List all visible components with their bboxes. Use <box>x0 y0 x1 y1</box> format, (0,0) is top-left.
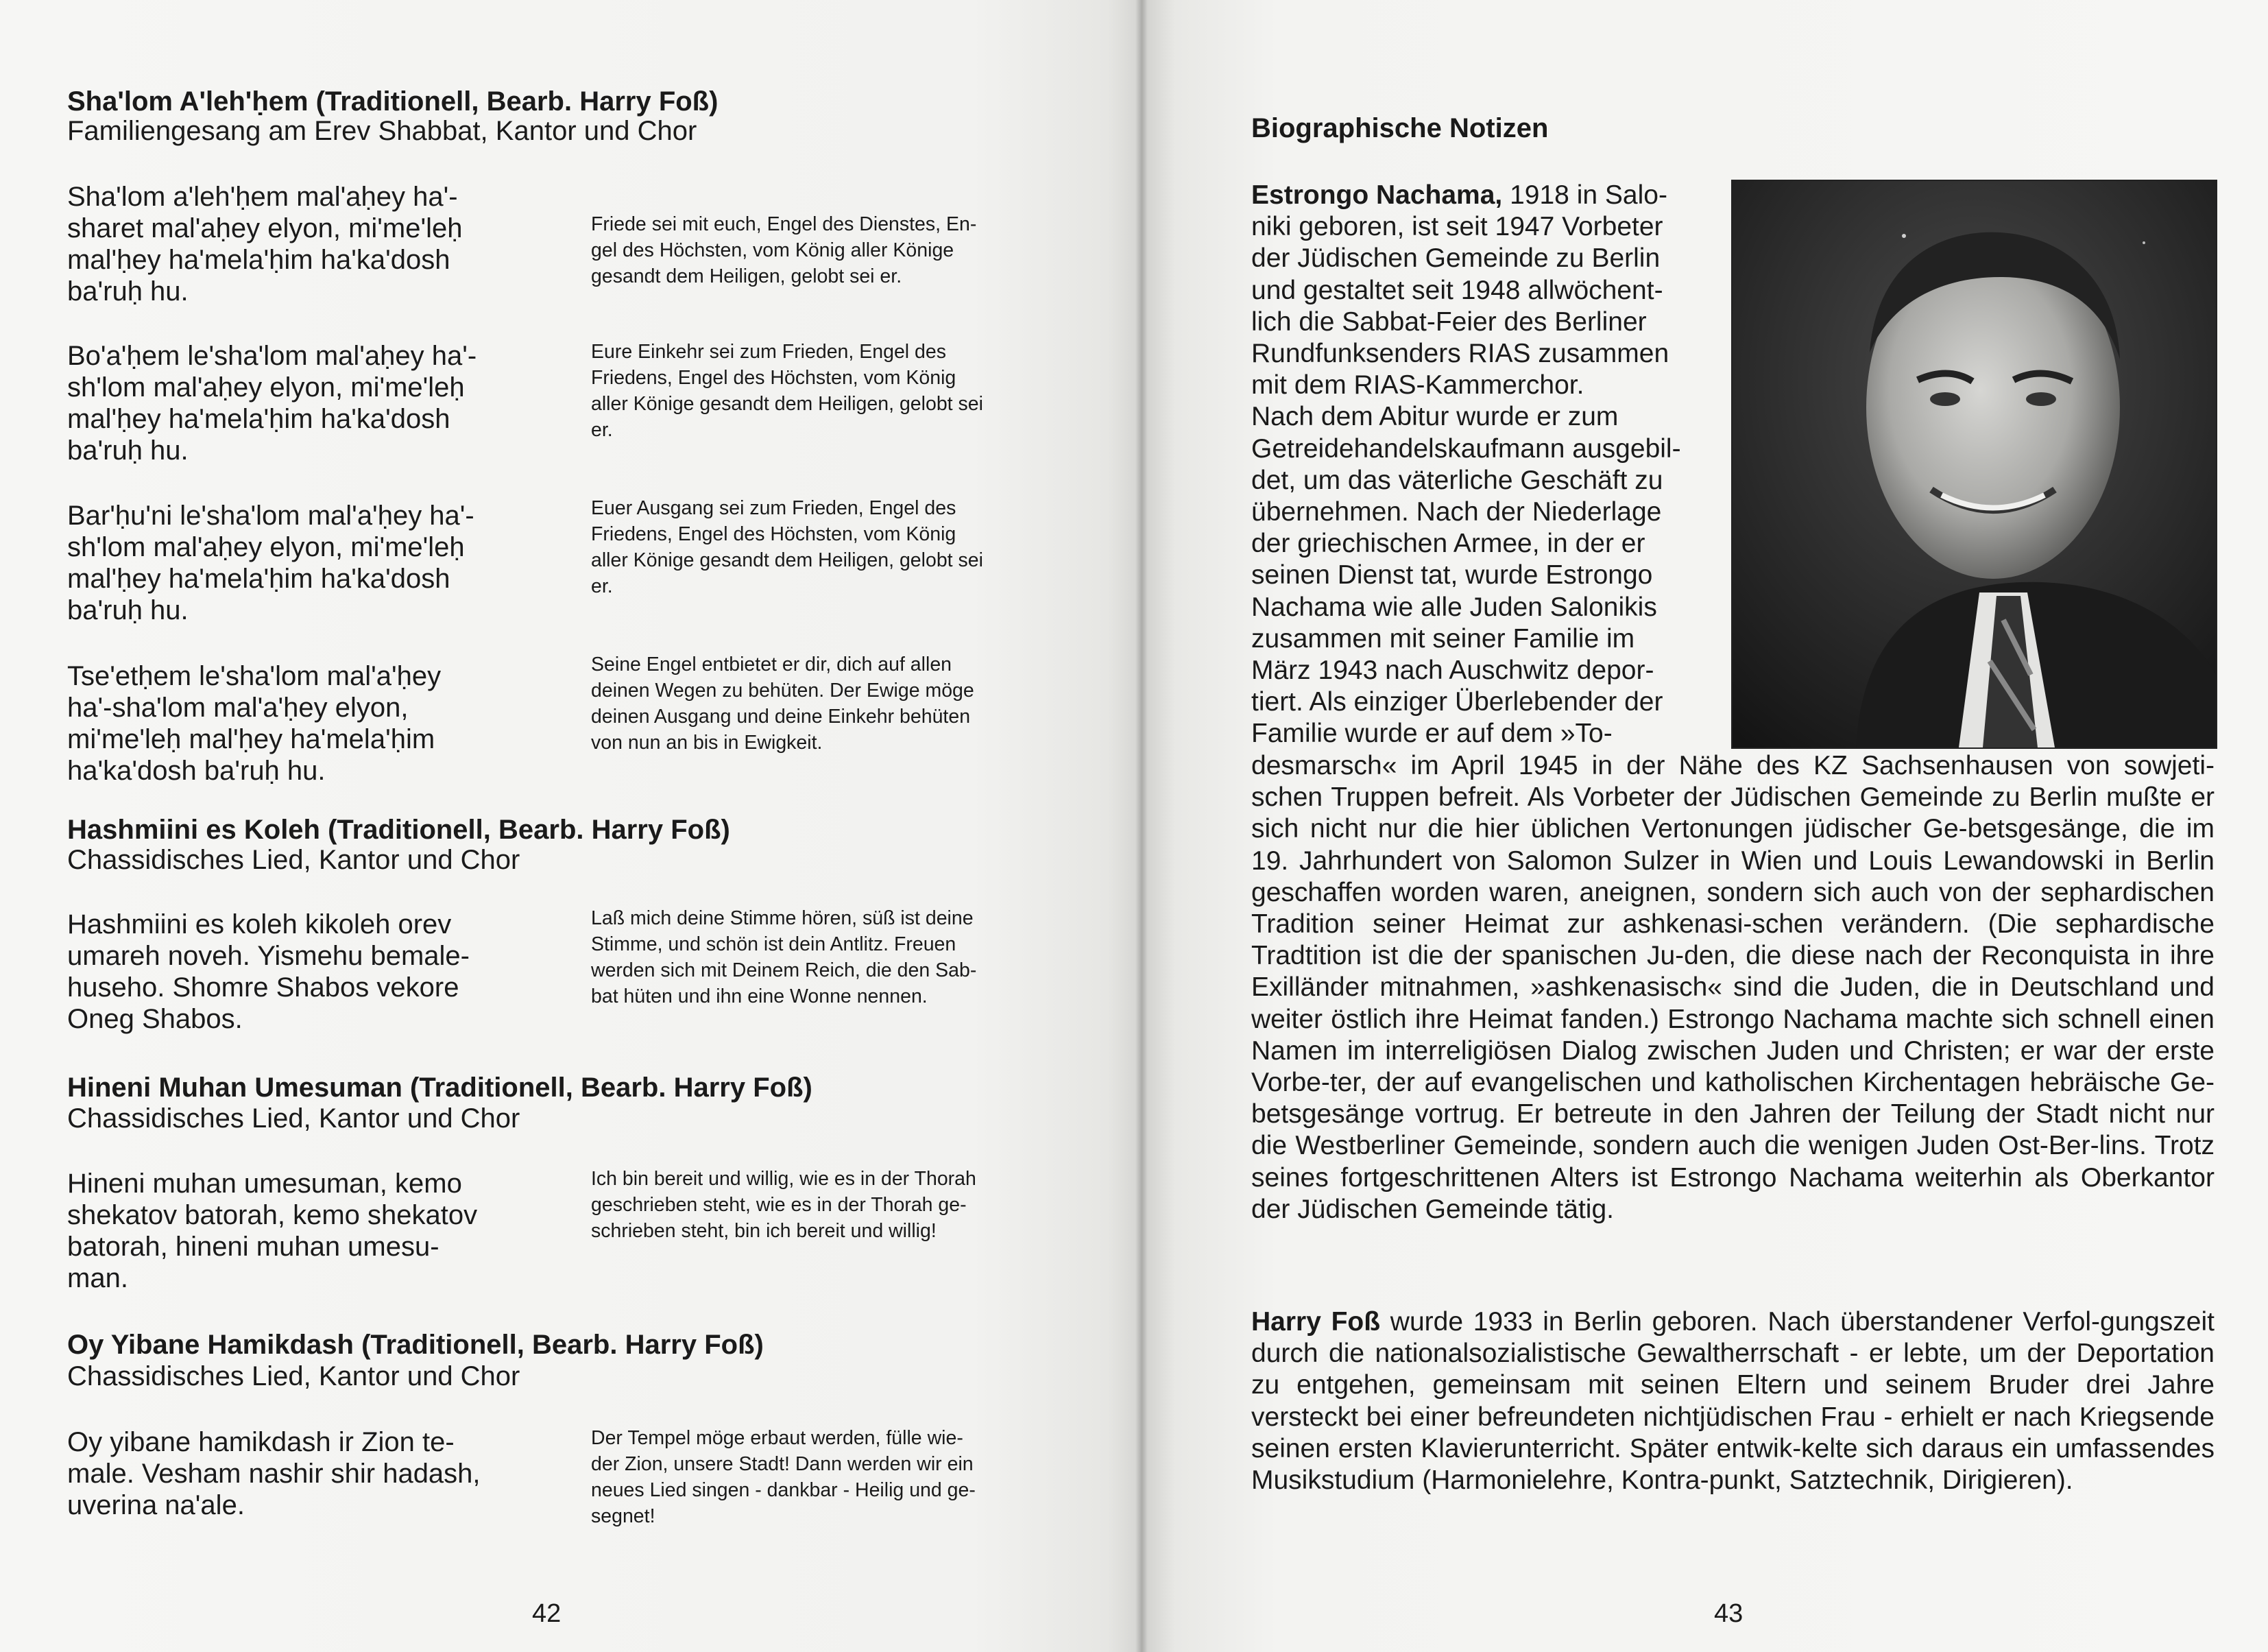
bio-line: Nachama wie alle Juden Salonikis <box>1251 592 1657 622</box>
bio-estrongo-nachama <box>1251 180 2215 750</box>
german-translation: Laß mich deine Stimme hören, süß ist deine Stimme, und schön ist dein Antlitz. Freuen werden sich mit Deinem Reich, die den Sab- bat hüten und ihn eine Wonne nennen. <box>591 907 977 1007</box>
bio-line: der Jüdischen Gemeinde zu Berlin <box>1251 243 1661 274</box>
german-translation: Friede sei mit euch, Engel des Dienstes, En- gel des Höchsten, vom König aller Könige gesandt dem Heiligen, gelobt sei er. <box>591 213 977 287</box>
hebrew-verse: Hashmiini es koleh kikoleh orev umareh noveh. Yismehu bemale- huseho. Shomre Shabos vekore Oneg Shabos. <box>67 909 470 1034</box>
german-translation: Seine Engel entbietet er dir, dich auf allen deinen Wegen zu behüten. Der Ewige möge deinen Ausgang und deine Einkehr behüten von nun an bis in Ewigkeit. <box>591 654 974 754</box>
bio-estrongo-nachama-continued: desmarsch« im April 1945 in der Nähe des KZ Sachsenhausen von sowjeti-schen Truppen befreit. Als Vorbeter der Jüdischen Gemeinde zu Berlin mußte er sich nicht nur die hier üblichen Vertonungen jüdischer Ge-betsgesänge, die im 19. Jahrhundert von Salomon Sulzer in Wien und Louis Lewandowski in Berlin geschaffen worden waren, aneignen, sondern sich auch von der sephardischen Tradition seiner Heimat zur ashkenasi-schen verändern. (Die sephardische Tradtition ist die der spanischen Ju-den, die diese nach der Reconquista in ihre Exilländer mitnahmen, »ashkenasisch« sind die Juden, die in Deutschland und weiter östlich ihre Heimat fanden.) Estrongo Nachama machte sich schnell einen Namen im interreligiösen Dialog zwischen Juden und Christen; er war der erste Vorbe-ter, der auf evangelischen und katholischen Kirchentagen hebräische Ge-betsgesänge vortrug. Er betreute in den Jahren der Teilung der Stadt nicht nur die Westberliner Gemeinde, sondern auch die wenigen Juden Ost-Ber-lins. Trotz seines fortgeschrittenen Alters ist Estrongo Nachama weiterhin als Oberkantor der Jüdischen Gemeinde tätig. <box>1251 751 2215 1224</box>
song-title-shalom: Sha'lom A'leh'ḥem (Traditionell, Bearb. Harry Foß) <box>67 86 719 117</box>
song-subtitle-hashmiini: Chassidisches Lied, Kantor und Chor <box>67 845 520 875</box>
bio-line: und gestaltet seit 1948 allwöchent- <box>1251 275 1663 305</box>
bio-line: Nach dem Abitur wurde er zum <box>1251 402 1619 432</box>
bio-name-nachama: Estrongo Nachama, <box>1251 180 1503 210</box>
hebrew-verse: Sha'lom a'leh'ḥem mal'aḥey ha'- sharet mal'aḥey elyon, mi'me'leḥ mal'ḥey ha'mela'ḥim ha'ka'dosh ba'ruḥ hu. <box>67 182 463 307</box>
bio-line: zusammen mit seiner Familie im <box>1251 623 1635 654</box>
bio-line: Estrongo Nachama, 1918 in Salo- <box>1251 180 1667 210</box>
song-subtitle-shalom: Familiengesang am Erev Shabbat, Kantor und Chor <box>67 116 697 146</box>
hebrew-verse: Tse'etḥem le'sha'lom mal'a'ḥey ha'-sha'lom mal'a'ḥey elyon, mi'me'leḥ mal'ḥey ha'mela'ḥim ha'ka'dosh ba'ruḥ hu. <box>67 661 442 786</box>
bio-line: niki geboren, ist seit 1947 Vorbeter <box>1251 212 1663 242</box>
german-translation: Eure Einkehr sei zum Frieden, Engel des Friedens, Engel des Höchsten, vom König aller Könige gesandt dem Heiligen, gelobt sei er. <box>591 341 983 441</box>
song-subtitle-hineni: Chassidisches Lied, Kantor und Chor <box>67 1103 520 1134</box>
bio-line: der griechischen Armee, in der er <box>1251 529 1645 559</box>
bio-line: tiert. Als einziger Überlebender der <box>1251 687 1663 717</box>
bio-line: det, um das väterliche Geschäft zu <box>1251 465 1663 495</box>
page-number-left: 42 <box>532 1599 562 1628</box>
bio-line: mit dem RIAS-Kammerchor. <box>1251 370 1584 400</box>
bio-line: lich die Sabbat-Feier des Berliner <box>1251 307 1647 337</box>
german-translation: Euer Ausgang sei zum Frieden, Engel des Friedens, Engel des Höchsten, vom König aller Könige gesandt dem Heiligen, gelobt sei er. <box>591 497 983 597</box>
hebrew-verse: Bar'ḥu'ni le'sha'lom mal'a'ḥey ha'- sh'lom mal'aḥey elyon, mi'me'leḥ mal'ḥey ha'mela'ḥim ha'ka'dosh ba'ruḥ hu. <box>67 501 474 625</box>
hebrew-verse: Bo'a'ḥem le'sha'lom mal'aḥey ha'- sh'lom mal'aḥey elyon, mi'me'leḥ mal'ḥey ha'mela'ḥim ha'ka'dosh ba'ruḥ hu. <box>67 341 477 466</box>
german-translation: Der Tempel möge erbaut werden, fülle wie- der Zion, unsere Stadt! Dann werden wir ein neues Lied singen - dankbar - Heilig und ge- segnet! <box>591 1427 976 1527</box>
page-gutter <box>1135 0 1148 1652</box>
bio-harry-foss: Harry Foß wurde 1933 in Berlin geboren. Nach überstandener Verfol-gungszeit durch die nationalsozialistische Gewaltherrschaft - er lebte, um der Deportation zu entgehen, gemeinsam mit seinen Eltern und seinem Bruder drei Jahre versteckt bei einer befreundeten nichtjüdischen Frau - erhielt er nach Kriegsende seinen ersten Klavierunterricht. Später entwik-kelte sich daraus ein umfassendes Musikstudium (Harmonielehre, Kontra-punkt, Satztechnik, Dirigieren). <box>1251 1307 2215 1496</box>
bio-line: seinen Dienst tat, wurde Estrongo <box>1251 560 1653 590</box>
bio-line: Rundfunksenders RIAS zusammen <box>1251 339 1669 369</box>
song-subtitle-oy-yibane: Chassidisches Lied, Kantor und Chor <box>67 1361 520 1391</box>
song-title-hineni: Hineni Muhan Umesuman (Traditionell, Bearb. Harry Foß) <box>67 1073 812 1103</box>
song-title-hashmiini: Hashmiini es Koleh (Traditionell, Bearb. Harry Foß) <box>67 815 730 845</box>
bio-name-foss: Harry Foß <box>1251 1307 1381 1337</box>
bio-heading: Biographische Notizen <box>1251 113 1549 143</box>
bio-line: übernehmen. Nach der Niederlage <box>1251 497 1662 527</box>
bio-line: Familie wurde er auf dem »To- <box>1251 719 1613 749</box>
hebrew-verse: Hineni muhan umesuman, kemo shekatov batorah, kemo shekatov batorah, hineni muhan umesu- man. <box>67 1169 478 1293</box>
bio-line: März 1943 nach Auschwitz depor- <box>1251 656 1654 686</box>
hebrew-verse: Oy yibane hamikdash ir Zion te- male. Vesham nashir shir hadash, uverina na'ale. <box>67 1427 481 1520</box>
german-translation: Ich bin bereit und willig, wie es in der Thorah geschrieben steht, wie es in der Thorah ge- schrieben steht, bin ich bereit und willig! <box>591 1168 976 1242</box>
song-title-oy-yibane: Oy Yibane Hamikdash (Traditionell, Bearb. Harry Foß) <box>67 1330 764 1360</box>
page-number-right: 43 <box>1714 1599 1744 1628</box>
bio-line: Getreidehandelskaufmann ausgebil- <box>1251 433 1681 464</box>
